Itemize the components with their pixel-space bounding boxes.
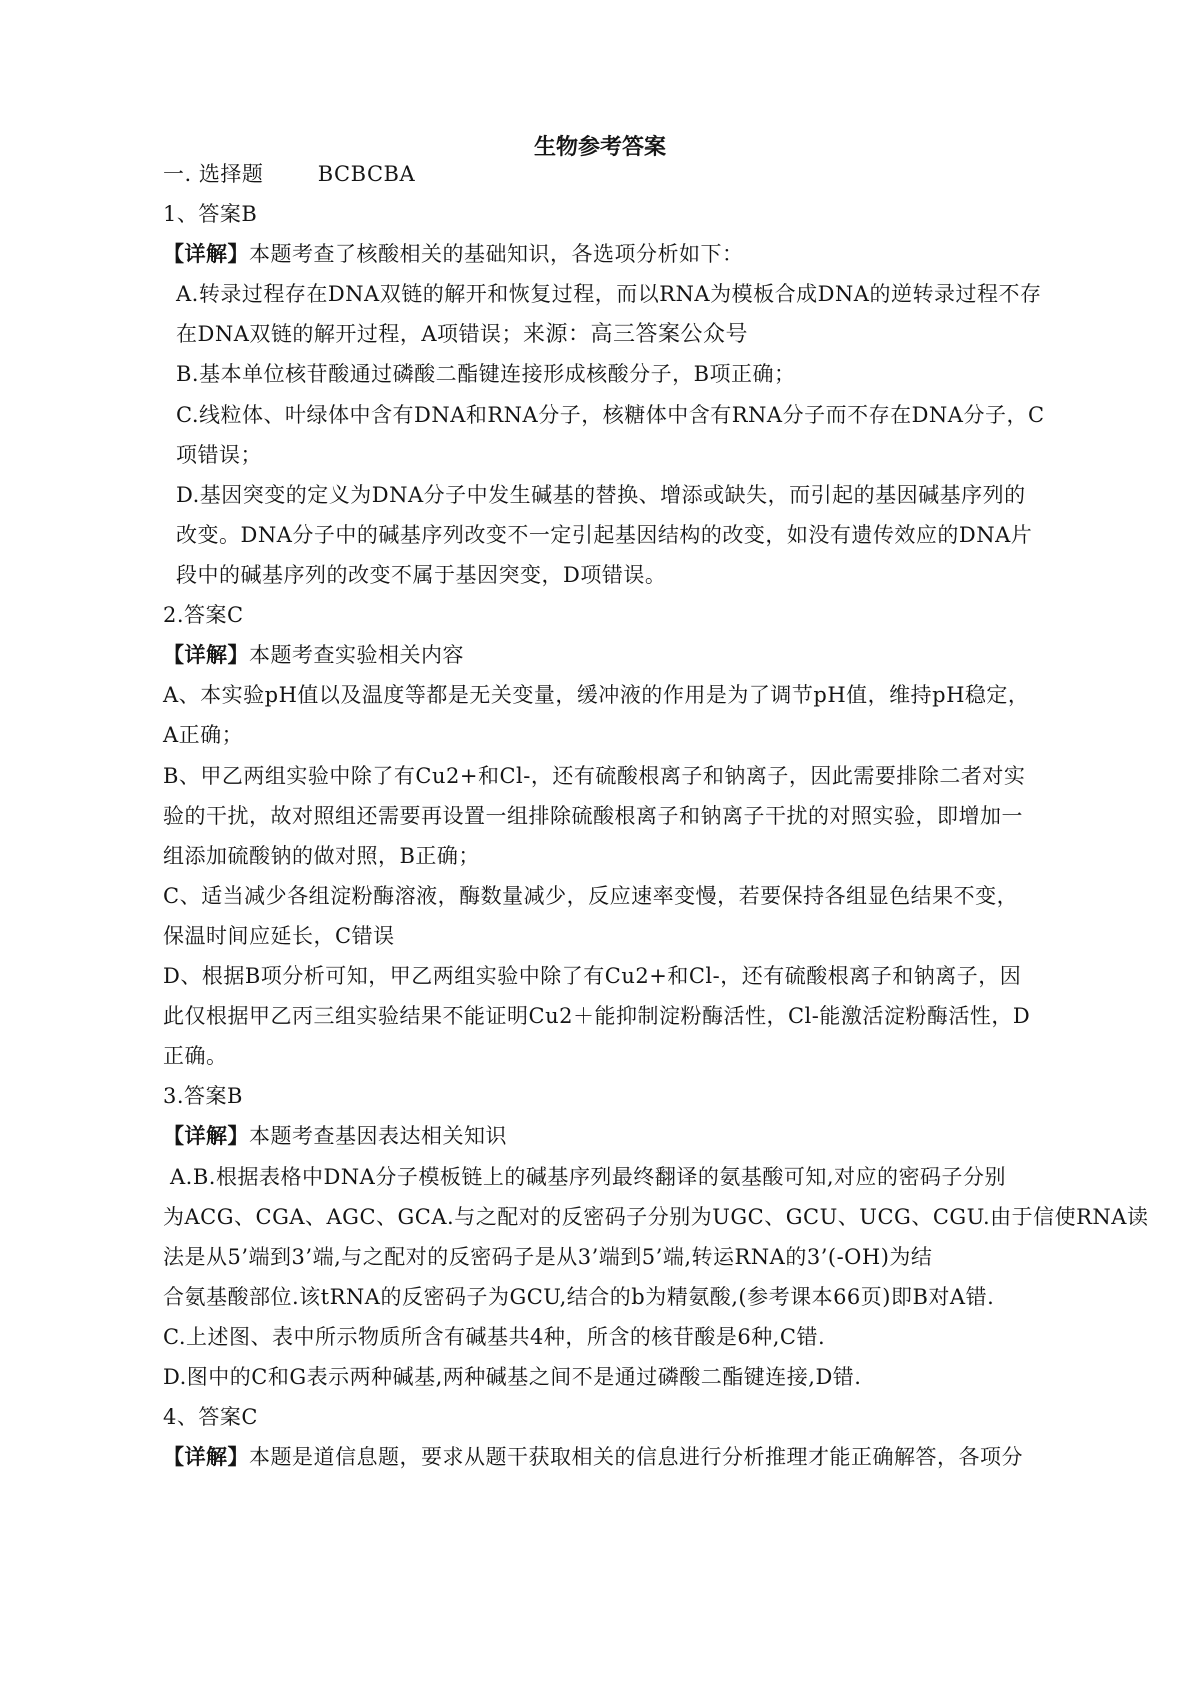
- page-title: 生物参考答案: [533, 135, 666, 160]
- q1-option-a-line2-text: 在DNA双链的解开过程，A项错误；: [176, 322, 524, 346]
- q3-option-ab-line4: 合氨基酸部位.该tRNA的反密码子为GCU,结合的b为精氨酸,(参考课本66页)即B对A错.: [163, 1285, 995, 1309]
- q4-detail-intro: 本题是道信息题，要求从题干获取相关的信息进行分析推理才能正确解答，各项分: [249, 1445, 1023, 1469]
- q2-option-a-line1: A、本实验pH值以及温度等都是无关变量，缓冲液的作用是为了调节pH值，维持pH稳定，: [163, 683, 1030, 707]
- q4-answer: 4、答案C: [163, 1405, 258, 1429]
- q3-detail: [163, 1122, 507, 1150]
- q2-option-b-line1: B、甲乙两组实验中除了有Cu2+和Cl-，还有硫酸根离子和钠离子，因此需要排除二者对实: [163, 764, 1026, 788]
- section1-heading: [163, 160, 415, 188]
- q3-answer: 3.答案B: [163, 1084, 243, 1108]
- q1-option-d-line3: 段中的碱基序列的改变不属于基因突变，D项错误。: [176, 563, 667, 587]
- q1-option-b-line1: B.基本单位核苷酸通过磷酸二酯键连接形成核酸分子，B项正确；: [176, 362, 796, 386]
- q2-option-d-line3: 正确。: [163, 1044, 228, 1068]
- q3-option-ab-line1: A.B.根据表格中DNA分子模板链上的碱基序列最终翻译的氨基酸可知,对应的密码子分别: [170, 1165, 1006, 1189]
- q1-option-c-line1: C.线粒体、叶绿体中含有DNA和RNA分子，核糖体中含有RNA分子而不存在DNA分子，C: [176, 403, 1045, 427]
- q3-detail-tag: 【详解】: [163, 1123, 249, 1148]
- q1-answer: 1、答案B: [163, 202, 258, 226]
- q2-option-d-line2: 此仅根据甲乙丙三组实验结果不能证明Cu2＋能抑制淀粉酶活性，Cl-能激活淀粉酶活性，D: [163, 1004, 1031, 1028]
- q3-option-ab-line3: 法是从5’端到3’端,与之配对的反密码子是从3’端到5’端,转运RNA的3’(-OH)为结: [163, 1245, 933, 1269]
- section1-label: 一. 选择题: [163, 162, 264, 186]
- q4-detail: [163, 1443, 1023, 1471]
- q2-detail: [163, 641, 464, 669]
- q1-option-a-line1: A.转录过程存在DNA双链的解开和恢复过程，而以RNA为模板合成DNA的逆转录过程不存: [176, 282, 1042, 306]
- q2-option-a-line2: A正确；: [163, 723, 244, 747]
- q4-detail-tag: 【详解】: [163, 1444, 249, 1469]
- q1-option-c-line2: 项错误；: [176, 443, 262, 467]
- q2-option-d-line1: D、根据B项分析可知，甲乙两组实验中除了有Cu2+和Cl-，还有硫酸根离子和钠离子，因: [163, 964, 1022, 988]
- source-note: 来源：高三答案公众号: [523, 322, 749, 347]
- q3-detail-intro: 本题考查基因表达相关知识: [249, 1124, 507, 1148]
- q3-option-d-line1: D.图中的C和G表示两种碱基,两种碱基之间不是通过磷酸二酯键连接,D错.: [163, 1365, 862, 1389]
- q1-detail-intro: 本题考查了核酸相关的基础知识，各选项分析如下：: [249, 242, 744, 266]
- q2-option-c-line2: 保温时间应延长，C错误: [163, 924, 395, 948]
- q3-option-ab-line2: 为ACG、CGA、AGC、GCA.与之配对的反密码子分别为UGC、GCU、UCG、CGU.由于信使RNA读: [163, 1205, 1149, 1229]
- q2-detail-intro: 本题考查实验相关内容: [249, 643, 464, 667]
- q2-option-c-line1: C、适当减少各组淀粉酶溶液，酶数量减少，反应速率变慢，若要保持各组显色结果不变，: [163, 884, 1019, 908]
- q2-option-b-line2: 验的干扰，故对照组还需要再设置一组排除硫酸根离子和钠离子干扰的对照实验，即增加一: [163, 804, 1023, 828]
- q1-detail-tag: 【详解】: [163, 241, 249, 266]
- q1-detail: [163, 240, 744, 268]
- q3-option-c-line1: C.上述图、表中所示物质所含有碱基共4种，所含的核苷酸是6种,C错.: [163, 1325, 826, 1349]
- q1-option-a-line2: [176, 320, 748, 349]
- q2-answer: 2.答案C: [163, 603, 244, 627]
- q1-option-d-line2: 改变。DNA分子中的碱基序列改变不一定引起基因结构的改变，如没有遗传效应的DNA片: [176, 523, 1033, 547]
- section1-answers: BCBCBA: [317, 162, 416, 186]
- q1-option-d-line1: D.基因突变的定义为DNA分子中发生碱基的替换、增添或缺失，而引起的基因碱基序列的: [176, 483, 1026, 507]
- q2-detail-tag: 【详解】: [163, 642, 249, 667]
- q2-option-b-line3: 组添加硫酸钠的做对照，B正确；: [163, 844, 480, 868]
